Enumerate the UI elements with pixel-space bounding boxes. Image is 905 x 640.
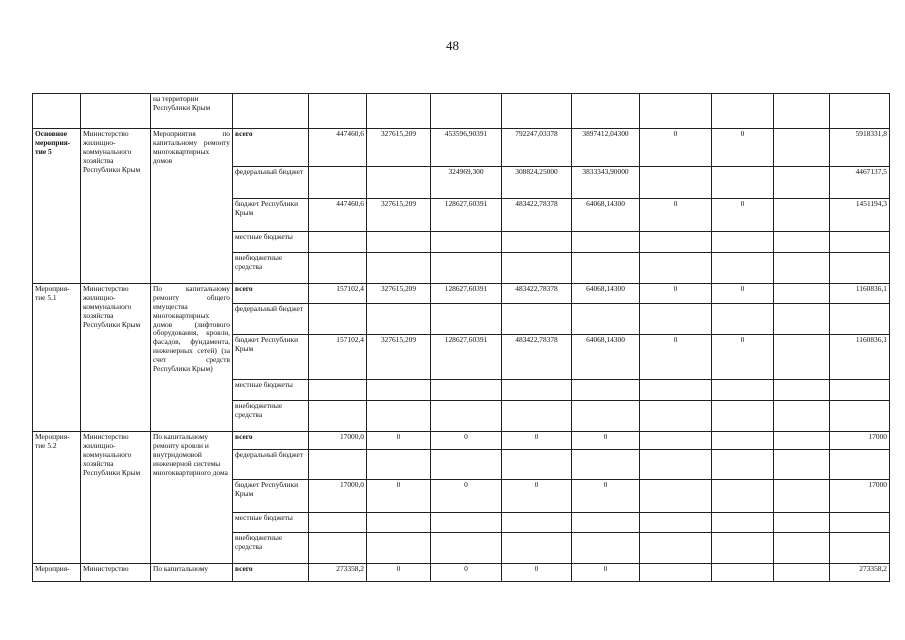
cell-value (640, 232, 712, 253)
cell-value (367, 380, 431, 401)
cell-value (431, 380, 502, 401)
cell-value (572, 513, 640, 533)
cell-total (830, 304, 890, 335)
page-number: 48 (446, 38, 459, 53)
cell-value (309, 533, 367, 564)
cell-value (367, 253, 431, 284)
cell-source: федеральный бюджет (233, 304, 309, 335)
cell-value: 447460,6 (309, 129, 367, 167)
budget-table (32, 93, 890, 582)
cell-value (572, 380, 640, 401)
cell-value (640, 167, 712, 199)
cell-executor (81, 94, 151, 129)
cell-value (431, 304, 502, 335)
cell-value (502, 304, 572, 335)
cell-value (640, 450, 712, 480)
cell-total: 1160836,1 (830, 335, 890, 380)
cell-total (830, 401, 890, 432)
cell-value (572, 533, 640, 564)
cell-value: 483422,78378 (502, 284, 572, 304)
cell-total (830, 94, 890, 129)
cell-value (367, 232, 431, 253)
table-row (33, 432, 890, 450)
cell-value (431, 450, 502, 480)
cell-value (774, 564, 830, 582)
cell-value (309, 94, 367, 129)
cell-value: 128627,60391 (431, 199, 502, 232)
cell-value (712, 253, 774, 284)
cell-total: 273358,2 (830, 564, 890, 582)
cell-value: 0 (367, 480, 431, 513)
cell-value: 273358,2 (309, 564, 367, 582)
cell-total: 17000 (830, 480, 890, 513)
cell-value: 0 (572, 432, 640, 450)
cell-value: 0 (712, 335, 774, 380)
cell-value (431, 401, 502, 432)
cell-value: 0 (712, 199, 774, 232)
cell-code: Мероприя-тие 5.2 (33, 432, 81, 564)
cell-value (774, 199, 830, 232)
cell-value: 128627,60391 (431, 284, 502, 304)
cell-value: 792247,03378 (502, 129, 572, 167)
cell-value: 17000,0 (309, 432, 367, 450)
cell-executor: Министерство жилищно-коммунального хозяйства Республики Крым (81, 284, 151, 432)
cell-value (712, 401, 774, 432)
cell-value (502, 533, 572, 564)
cell-value: 327615,209 (367, 335, 431, 380)
cell-executor: Министерство жилищно-коммунального хозяйства Республики Крым (81, 129, 151, 284)
cell-source: федеральный бюджет (233, 167, 309, 199)
cell-value: 0 (712, 129, 774, 167)
cell-total (830, 533, 890, 564)
cell-value: 3897412,04300 (572, 129, 640, 167)
cell-value: 327615,209 (367, 129, 431, 167)
cell-name: По капитальному ремонту общего имущества многоквартирных домов (лифтового оборудования, кровли, фасадов, фундамента, инженерных сетей) (за счет средств Республики Крым) (151, 284, 233, 432)
cell-value (367, 94, 431, 129)
cell-value (431, 533, 502, 564)
cell-value (640, 564, 712, 582)
cell-code: Мероприя- (33, 564, 81, 582)
cell-value (502, 380, 572, 401)
cell-value: 0 (431, 564, 502, 582)
cell-value (774, 284, 830, 304)
cell-value: 17000,0 (309, 480, 367, 513)
cell-value (367, 304, 431, 335)
cell-total: 4467137,5 (830, 167, 890, 199)
cell-value (640, 401, 712, 432)
cell-value: 0 (640, 335, 712, 380)
cell-value (502, 232, 572, 253)
table-row (33, 129, 890, 167)
cell-value (774, 94, 830, 129)
cell-source: внебюджетные средства (233, 253, 309, 284)
cell-code: Мероприя-тие 5.1 (33, 284, 81, 432)
cell-source: бюджет Республики Крым (233, 199, 309, 232)
cell-value (309, 167, 367, 199)
cell-value (774, 167, 830, 199)
cell-source: внебюджетные средства (233, 401, 309, 432)
cell-value (309, 401, 367, 432)
cell-value: 157102,4 (309, 335, 367, 380)
cell-value (774, 432, 830, 450)
cell-value: 0 (502, 564, 572, 582)
cell-total (830, 232, 890, 253)
cell-source: внебюджетные средства (233, 533, 309, 564)
cell-value (431, 94, 502, 129)
cell-value (712, 94, 774, 129)
cell-value (572, 94, 640, 129)
cell-value (309, 253, 367, 284)
cell-value (572, 304, 640, 335)
cell-value (712, 167, 774, 199)
cell-value: 0 (712, 284, 774, 304)
cell-value (712, 432, 774, 450)
cell-value (640, 533, 712, 564)
cell-name: По капитальному ремонту кровли и внутридомовой инженерной системы многоквартирного дома (151, 432, 233, 564)
cell-value (640, 304, 712, 335)
cell-value (774, 253, 830, 284)
cell-name: на территории Республики Крым (151, 94, 233, 129)
cell-value (367, 167, 431, 199)
cell-name: По капитальному (151, 564, 233, 582)
cell-source: всего (233, 284, 309, 304)
cell-value (367, 401, 431, 432)
cell-value (774, 335, 830, 380)
cell-total: 1451194,3 (830, 199, 890, 232)
cell-value (502, 450, 572, 480)
cell-value: 327615,209 (367, 199, 431, 232)
table-row-continuation (33, 94, 890, 129)
cell-value: 0 (502, 432, 572, 450)
cell-value: 0 (572, 480, 640, 513)
cell-value (502, 94, 572, 129)
cell-value: 0 (640, 129, 712, 167)
cell-value (774, 450, 830, 480)
cell-value: 0 (431, 480, 502, 513)
cell-source: местные бюджеты (233, 380, 309, 401)
cell-value (712, 450, 774, 480)
cell-source (233, 94, 309, 129)
cell-total (830, 513, 890, 533)
cell-total (830, 380, 890, 401)
cell-source: бюджет Республики Крым (233, 335, 309, 380)
cell-total: 1160836,1 (830, 284, 890, 304)
cell-value: 0 (367, 432, 431, 450)
cell-name: Мероприятия по капитальному ремонту многоквартирных домов (151, 129, 233, 284)
cell-code (33, 94, 81, 129)
cell-value: 453596,90391 (431, 129, 502, 167)
cell-value (712, 533, 774, 564)
cell-value: 64068,14300 (572, 199, 640, 232)
cell-value (309, 513, 367, 533)
cell-value: 3833343,90000 (572, 167, 640, 199)
cell-source: местные бюджеты (233, 232, 309, 253)
cell-value: 64068,14300 (572, 335, 640, 380)
cell-value (712, 480, 774, 513)
cell-value (431, 253, 502, 284)
cell-value (640, 432, 712, 450)
cell-value: 0 (572, 564, 640, 582)
cell-value (367, 533, 431, 564)
cell-value (640, 253, 712, 284)
cell-value (640, 94, 712, 129)
cell-value (712, 380, 774, 401)
cell-value (640, 513, 712, 533)
cell-value: 0 (367, 564, 431, 582)
cell-value (367, 450, 431, 480)
cell-source: федеральный бюджет (233, 450, 309, 480)
table-row (33, 284, 890, 304)
cell-total: 17000 (830, 432, 890, 450)
cell-value: 324969,300 (431, 167, 502, 199)
cell-value (774, 129, 830, 167)
cell-value (502, 513, 572, 533)
cell-value (431, 232, 502, 253)
cell-source: всего (233, 129, 309, 167)
cell-source: всего (233, 564, 309, 582)
cell-value: 308824,25000 (502, 167, 572, 199)
cell-value (774, 533, 830, 564)
cell-value (572, 232, 640, 253)
cell-value: 447460,6 (309, 199, 367, 232)
cell-value (640, 380, 712, 401)
cell-value (572, 401, 640, 432)
cell-value: 327615,209 (367, 284, 431, 304)
cell-value (640, 480, 712, 513)
cell-source: местные бюджеты (233, 513, 309, 533)
cell-value: 128627,60391 (431, 335, 502, 380)
cell-value (572, 253, 640, 284)
cell-value: 0 (640, 284, 712, 304)
cell-value: 0 (640, 199, 712, 232)
table-row-truncated (33, 564, 890, 582)
cell-value (774, 513, 830, 533)
cell-value: 157102,4 (309, 284, 367, 304)
cell-value: 64068,14300 (572, 284, 640, 304)
cell-source: всего (233, 432, 309, 450)
cell-value (309, 450, 367, 480)
cell-value (502, 253, 572, 284)
cell-total (830, 450, 890, 480)
cell-value (502, 401, 572, 432)
cell-total (830, 253, 890, 284)
cell-value (712, 232, 774, 253)
cell-executor: Министерство жилищно-коммунального хозяйства Республики Крым (81, 432, 151, 564)
cell-value: 0 (502, 480, 572, 513)
cell-value (712, 304, 774, 335)
cell-code: Основное мероприя-тие 5 (33, 129, 81, 284)
cell-value (712, 513, 774, 533)
cell-value: 0 (431, 432, 502, 450)
cell-value (309, 380, 367, 401)
cell-value (431, 513, 502, 533)
cell-value (774, 232, 830, 253)
cell-value (572, 450, 640, 480)
cell-value (774, 380, 830, 401)
cell-executor: Министерство (81, 564, 151, 582)
cell-value (774, 401, 830, 432)
cell-value (774, 304, 830, 335)
cell-value (712, 564, 774, 582)
cell-value (367, 513, 431, 533)
cell-source: бюджет Республики Крым (233, 480, 309, 513)
cell-value (309, 232, 367, 253)
cell-value: 483422,78378 (502, 335, 572, 380)
cell-value (774, 480, 830, 513)
cell-value (309, 304, 367, 335)
cell-value: 483422,78378 (502, 199, 572, 232)
cell-total: 5918331,8 (830, 129, 890, 167)
